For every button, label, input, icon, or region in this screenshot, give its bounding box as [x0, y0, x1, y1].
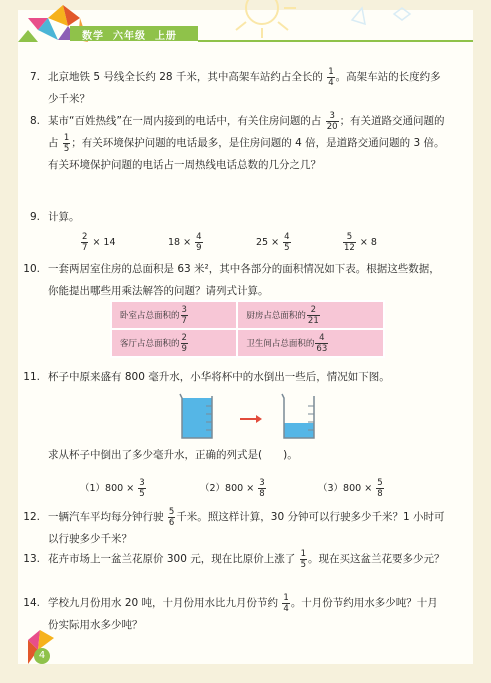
numerator: 2 [307, 305, 320, 316]
denominator: 5 [300, 559, 306, 570]
table-row [111, 301, 384, 329]
question-text: 。现在买这盆兰花要多少元？ [307, 553, 445, 565]
numerator: 3 [139, 478, 145, 488]
denominator: 9 [181, 343, 187, 354]
question-text: 一套两居室住房的总面积是 63 米²，其中各部分的面积情况如下表。根据这些数据，你能提出哪些用乘法解答的问题？请列式计算。 [48, 263, 440, 297]
question-9 [29, 206, 448, 228]
denominator: 12 [344, 243, 355, 253]
numerator: 3 [259, 478, 265, 488]
question-text: 。十月份节约用水多少吨？十月份实际用水多少吨？ [48, 597, 438, 631]
denominator: 4 [283, 603, 289, 614]
numerator: 5 [168, 506, 175, 517]
question-text: ；有关道路交通问题的占 [48, 115, 445, 149]
numerator: 1 [63, 132, 70, 143]
option-label: （3）800 × [318, 483, 373, 494]
question-text: 。高架车站的长度约多少千米？ [48, 71, 441, 105]
header-subject: 数学 [82, 31, 104, 42]
question-text: 千米。照这样计算，30 分钟可以行驶多少千米？1 小时可以行驶多少千米？ [48, 511, 445, 545]
denominator: 7 [82, 243, 88, 253]
question-11 [23, 366, 448, 388]
question-text: 一辆汽车平均每分钟行驶 [48, 511, 164, 523]
question-number: 13. [23, 553, 40, 565]
option-2 [200, 478, 267, 499]
question-text: 某市“百姓热线”在一周内接到的电话中，有关住房问题的占 [48, 115, 322, 127]
question-11-prompt [48, 444, 448, 466]
cell-label: 客厅占总面积的 [120, 338, 180, 349]
question-number: 8. [29, 115, 40, 127]
fraction [195, 232, 202, 253]
partial-cup-icon [280, 392, 320, 442]
question-number: 14. [23, 597, 40, 609]
fraction [138, 478, 145, 499]
fraction [282, 593, 289, 614]
question-7 [29, 66, 448, 110]
fraction [168, 507, 175, 528]
arrow-icon [240, 418, 258, 420]
numerator: 4 [315, 333, 328, 344]
table-row [111, 329, 384, 357]
question-14 [23, 592, 448, 636]
numerator: 1 [283, 592, 289, 603]
fraction [283, 232, 290, 253]
sun-decoration-icon [232, 0, 462, 40]
fraction [181, 333, 188, 354]
fraction [327, 67, 334, 88]
denominator: 6 [168, 517, 175, 528]
fraction [81, 232, 88, 253]
calc-item-4 [342, 232, 377, 253]
denominator: 21 [307, 315, 319, 326]
cell-label: 卫生间占总面积的 [246, 338, 315, 349]
fraction [343, 232, 356, 253]
question-text: 北京地铁 5 号线全长约 28 千米，其中高架车站约占全长的 [48, 71, 323, 83]
calc-expression: 18 × [168, 237, 192, 248]
numerator: 5 [343, 232, 356, 243]
option-1 [80, 478, 147, 499]
question-number: 10. [23, 263, 40, 275]
header-rule [198, 40, 473, 42]
numerator: 2 [181, 332, 187, 343]
numerator: 3 [326, 111, 339, 122]
denominator: 9 [196, 243, 202, 253]
calc-expression: × 14 [92, 237, 116, 248]
question-text: 求从杯子中倒出了多少毫升水，正确的列式是( )。 [48, 449, 298, 461]
numerator: 1 [328, 66, 334, 77]
question-13 [23, 548, 448, 570]
calc-item-2 [168, 232, 204, 253]
fraction [307, 305, 320, 326]
fraction [300, 549, 307, 570]
denominator: 8 [377, 489, 383, 499]
question-text: 花卉市场上一盆兰花原价 300 元，现在比原价上涨了 [48, 553, 296, 565]
header-title [82, 27, 177, 42]
numerator: 3 [181, 304, 187, 315]
denominator: 5 [284, 243, 290, 253]
header [0, 0, 491, 42]
denominator: 8 [259, 489, 265, 499]
header-grade: 六年级 [112, 31, 146, 42]
question-text: ；有关环境保护问题的电话最多，是住房问题的 4 倍，是道路交通问题的 3 倍。有关环境保护问题的电话占一周热线电话总数的几分之几？ [48, 137, 445, 171]
option-label: （2）800 × [200, 483, 255, 494]
question-number: 12. [23, 511, 40, 523]
table-cell [111, 329, 237, 357]
calc-expression: 25 × [256, 237, 280, 248]
question-8 [29, 110, 448, 176]
header-bar [70, 26, 198, 41]
fraction [63, 133, 70, 154]
fraction [181, 305, 188, 326]
numerator: 4 [196, 232, 202, 242]
option-3 [318, 478, 385, 499]
denominator: 63 [316, 343, 328, 354]
numerator: 5 [377, 478, 383, 488]
page-number: 4 [34, 648, 50, 664]
fraction [315, 333, 328, 354]
question-number: 9. [29, 211, 40, 223]
calc-item-1 [80, 232, 116, 253]
denominator: 5 [63, 143, 70, 154]
denominator: 20 [326, 121, 338, 132]
full-cup-icon [178, 392, 218, 442]
denominator: 4 [328, 77, 334, 88]
fraction [326, 111, 339, 132]
numerator: 2 [82, 232, 88, 242]
denominator: 7 [181, 315, 187, 326]
table-cell [111, 301, 237, 329]
option-label: （1）800 × [80, 483, 135, 494]
question-text: 学校九月份用水 20 吨，十月份用水比九月份节约 [48, 597, 279, 609]
cell-label: 厨房占总面积的 [246, 310, 306, 321]
calc-expression: × 8 [359, 237, 377, 248]
fraction [376, 478, 383, 499]
table-cell [237, 329, 384, 357]
question-text: 杯子中原来盛有 800 毫升水，小华将杯中的水倒出一些后，情况如下图。 [48, 371, 390, 383]
question-text: 计算。 [48, 211, 80, 223]
denominator: 5 [139, 489, 145, 499]
cell-label: 卧室占总面积的 [120, 310, 180, 321]
header-volume: 上册 [154, 31, 177, 42]
numerator: 4 [284, 232, 290, 242]
question-number: 7. [29, 71, 40, 83]
fraction [258, 478, 265, 499]
calc-item-3 [256, 232, 292, 253]
numerator: 1 [300, 548, 306, 559]
question-number: 11. [23, 371, 40, 383]
question-10 [23, 258, 448, 302]
question-12 [23, 506, 448, 550]
table-cell [237, 301, 384, 329]
area-table [110, 300, 385, 358]
